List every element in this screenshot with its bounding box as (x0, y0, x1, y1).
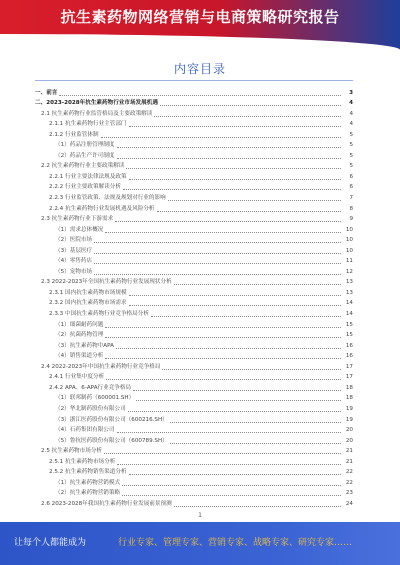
toc-entry[interactable] (35, 140, 353, 151)
toc-leader-dots (94, 241, 341, 243)
footer-slogan: 让每个人都能成为 (14, 538, 87, 548)
toc-entry-title: 2.1.2 行业监管体制 (49, 131, 99, 138)
toc-entry[interactable] (35, 361, 353, 372)
toc-entry[interactable] (35, 372, 353, 383)
toc-entry-page: 16 (345, 353, 353, 360)
toc-entry[interactable] (35, 477, 353, 488)
toc-entry-title: 2.2.1 行业主要法律法规及政策 (49, 173, 127, 180)
toc-leader-dots (117, 431, 342, 433)
toc-leader-dots (122, 484, 341, 486)
page-number: 1 (198, 512, 202, 519)
toc-entry-title: 2.6 2023-2028年我国抗生素药物行业发展前景预测 (41, 500, 172, 507)
toc-entry[interactable] (35, 203, 353, 214)
report-header (0, 0, 400, 50)
toc-leader-dots (106, 378, 341, 380)
toc-entry[interactable] (35, 129, 353, 140)
toc-leader-dots (174, 505, 341, 507)
toc-leader-dots (136, 399, 341, 401)
toc-entry[interactable] (35, 488, 353, 499)
toc-entry-page: 20 (345, 427, 353, 434)
toc-leader-dots (129, 125, 341, 127)
toc-entry-title: （1）药品注册管理制度 (55, 142, 115, 149)
toc-entry-page: 10 (345, 237, 353, 244)
toc-entry[interactable] (35, 150, 353, 161)
toc-entry[interactable] (35, 382, 353, 393)
toc-leader-dots (94, 252, 341, 254)
toc-leader-dots (174, 283, 341, 285)
toc-entry-page: 18 (345, 384, 353, 391)
toc-heading: 内容目录 (173, 62, 226, 76)
toc-entry[interactable] (35, 98, 353, 109)
toc-entry-page: 22 (345, 469, 353, 476)
toc-entry-title: 2.2.4 抗生素药物行业发展机遇及风险分析 (49, 205, 155, 212)
toc-leader-dots (94, 262, 341, 264)
toc-entry-title: 2.3 抗生素药物行业下游需求 (41, 216, 114, 223)
toc-entry[interactable] (35, 330, 353, 341)
toc-entry-page: 7 (349, 195, 353, 202)
toc-entry-title: （5）鲁抗医药股份有限公司（600789.SH） (55, 437, 168, 444)
toc-leader-dots (151, 315, 341, 317)
toc-entry-page: 15 (345, 321, 353, 328)
toc-leader-dots (162, 368, 341, 370)
toc-leader-dots (117, 157, 342, 159)
toc-entry-title: 2.3.1 国内抗生素药物市场规模 (49, 289, 127, 296)
toc-entry-title: （1）抗生素药物营销模式 (55, 479, 121, 486)
toc-leader-dots (126, 167, 341, 169)
toc-leader-dots (105, 336, 341, 338)
toc-leader-dots (115, 220, 341, 222)
toc-leader-dots (94, 273, 341, 275)
toc-entry-title: （3）抗生素药物中APA (55, 342, 114, 349)
toc-entry-page: 5 (349, 163, 353, 170)
toc-entry[interactable] (35, 119, 353, 130)
toc-leader-dots (105, 231, 341, 233)
toc-leader-dots (170, 421, 341, 423)
toc-leader-dots (157, 210, 341, 212)
toc-leader-dots (168, 199, 341, 201)
toc-leader-dots (105, 326, 341, 328)
toc-leader-dots (170, 442, 341, 444)
toc-entry-page: 5 (349, 131, 353, 138)
toc-entry-title: （3）浙江医药股份有限公司（600216.SH） (55, 416, 168, 423)
toc-entry-title: （1）细菌耐药问题 (55, 321, 104, 328)
toc-entry-page: 10 (345, 226, 353, 233)
toc-entry[interactable] (35, 498, 353, 509)
toc-entry-title: （2）华北制药股份有限公司 (55, 405, 126, 412)
toc-entry[interactable] (35, 308, 353, 319)
toc-entry-title: 二、2023-2028年抗生素药物行业市场发展机遇 (35, 100, 158, 107)
toc-entry-page: 19 (345, 405, 353, 412)
toc-entry-title: （3）基层医疗 (55, 247, 93, 254)
toc-leader-dots (129, 294, 341, 296)
toc-entry-title: 2.3 2022-2023年全国抗生素药物行业发展现状分析 (41, 279, 172, 286)
table-of-contents (35, 87, 353, 509)
toc-leader-dots (129, 304, 341, 306)
toc-entry-title: （2）医院市场 (55, 237, 93, 244)
toc-leader-dots (117, 463, 341, 465)
toc-leader-dots (101, 136, 341, 138)
toc-entry[interactable] (35, 245, 353, 256)
toc-leader-dots (133, 389, 341, 391)
toc-entry-page: 20 (345, 437, 353, 444)
toc-entry[interactable] (35, 108, 353, 119)
toc-leader-dots (104, 452, 341, 454)
toc-entry[interactable] (35, 171, 353, 182)
header-wave (0, 34, 400, 50)
footer-tagline: 行业专家、管理专家、营销专家、战略专家、研究专家…… (118, 538, 353, 548)
toc-entry[interactable] (35, 340, 353, 351)
toc-entry-page: 4 (349, 121, 353, 128)
toc-entry-page: 19 (345, 416, 353, 423)
toc-entry-page: 14 (345, 300, 353, 307)
toc-entry[interactable] (35, 182, 353, 193)
toc-entry-page: 8 (349, 205, 353, 212)
toc-leader-dots (117, 146, 342, 148)
toc-entry-page: 10 (345, 247, 353, 254)
toc-entry-page: 21 (345, 448, 353, 455)
toc-entry-title: 2.3.2 国内抗生素药物市场需求 (49, 300, 127, 307)
toc-entry-title: 2.4 2022-2023年中国抗生素药物行业竞争格局 (41, 363, 161, 370)
toc-entry-title: 2.4.1 行业集中度分析 (49, 374, 105, 381)
toc-entry[interactable] (35, 351, 353, 362)
toc-entry[interactable] (35, 435, 353, 446)
toc-entry-page: 17 (345, 363, 353, 370)
toc-entry-title: （4）零售药店 (55, 258, 93, 265)
toc-entry-title: 2.1.1 抗生素药物行业主管部门 (49, 121, 127, 128)
toc-entry-page: 12 (345, 268, 353, 275)
toc-top-rule (35, 80, 353, 81)
toc-entry[interactable] (35, 214, 353, 225)
toc-entry-title: 2.2.2 行业主要政策解读分析 (49, 184, 121, 191)
toc-entry-page: 16 (345, 342, 353, 349)
toc-entry[interactable] (35, 298, 353, 309)
toc-entry-title: 2.2.3 行业监管政策、法规及规划对行业的影响 (49, 195, 166, 202)
toc-leader-dots (128, 410, 341, 412)
toc-entry[interactable] (35, 161, 353, 172)
toc-entry-page: 21 (345, 458, 353, 465)
toc-entry[interactable] (35, 319, 353, 330)
toc-entry-title: 2.5 抗生素药物市场分析 (41, 448, 103, 455)
report-title: 抗生素药物网络营销与电商策略研究报告 (60, 8, 340, 26)
toc-entry-page: 15 (345, 332, 353, 339)
toc-leader-dots (122, 494, 341, 496)
toc-entry-title: 2.2 抗生素药物行业主要政策解读 (41, 163, 125, 170)
toc-entry-page: 17 (345, 374, 353, 381)
toc-entry-page: 6 (349, 184, 353, 191)
toc-entry-title: 2.3.3 中国抗生素药物行业竞争格局分析 (49, 311, 149, 318)
toc-entry[interactable] (35, 414, 353, 425)
toc-entry-page: 23 (345, 490, 353, 497)
toc-entry-page: 5 (349, 152, 353, 159)
toc-entry[interactable] (35, 403, 353, 414)
toc-entry-title: 2.4.2 APA、6-APA行业竞争格局 (49, 384, 132, 391)
toc-leader-dots (123, 188, 341, 190)
toc-entry-page: 9 (349, 216, 353, 223)
toc-leader-dots (154, 115, 341, 117)
toc-entry[interactable] (35, 393, 353, 404)
toc-entry-page: 4 (349, 100, 353, 107)
toc-entry-page: 6 (349, 173, 353, 180)
toc-entry-page: 14 (345, 311, 353, 318)
toc-entry[interactable] (35, 456, 353, 467)
toc-entry-page: 3 (349, 89, 353, 96)
toc-entry[interactable] (35, 256, 353, 267)
toc-leader-dots (129, 473, 341, 475)
toc-entry[interactable] (35, 192, 353, 203)
toc-leader-dots (129, 178, 341, 180)
toc-entry-title: 一、前言 (35, 89, 58, 96)
toc-entry[interactable] (35, 287, 353, 298)
toc-entry-page: 13 (345, 289, 353, 296)
toc-entry-title: 2.5.1 抗生素药物市场分析 (49, 458, 116, 465)
toc-entry-title: （1）需求总体概况 (55, 226, 104, 233)
toc-entry[interactable] (35, 446, 353, 457)
toc-entry-title: （4）石药集团有限公司 (55, 427, 115, 434)
toc-leader-dots (59, 94, 341, 96)
toc-entry-title: （1）联邦制药（600001.SH） (55, 395, 135, 402)
toc-entry-page: 5 (349, 142, 353, 149)
toc-entry-page: 4 (349, 110, 353, 117)
toc-leader-dots (116, 347, 341, 349)
toc-entry[interactable] (35, 277, 353, 288)
toc-entry-title: （2）抗生素药物营销策略 (55, 490, 121, 497)
toc-entry-title: （5）宠物市场 (55, 268, 93, 275)
toc-entry-page: 13 (345, 279, 353, 286)
toc-entry-page: 22 (345, 479, 353, 486)
toc-entry-page: 11 (345, 258, 353, 265)
toc-entry[interactable] (35, 266, 353, 277)
toc-entry-page: 18 (345, 395, 353, 402)
toc-entry-page: 24 (345, 500, 353, 507)
toc-entry-title: （2）抗菌药物管理 (55, 332, 104, 339)
toc-entry-title: （2）药品生产许可制度 (55, 152, 115, 159)
toc-entry[interactable] (35, 425, 353, 436)
toc-entry-title: 2.1 抗生素药物行业监管格局及主要政策解读 (41, 110, 153, 117)
toc-leader-dots (105, 357, 341, 359)
toc-entry-title: （4）销售渠道分析 (55, 353, 104, 360)
toc-leader-dots (160, 104, 341, 106)
toc-entry[interactable] (35, 467, 353, 478)
toc-entry-title: 2.5.2 抗生素药物销售渠道分析 (49, 469, 127, 476)
footer-banner (0, 522, 400, 565)
toc-entry[interactable] (35, 235, 353, 246)
toc-entry[interactable] (35, 87, 353, 98)
toc-entry[interactable] (35, 224, 353, 235)
